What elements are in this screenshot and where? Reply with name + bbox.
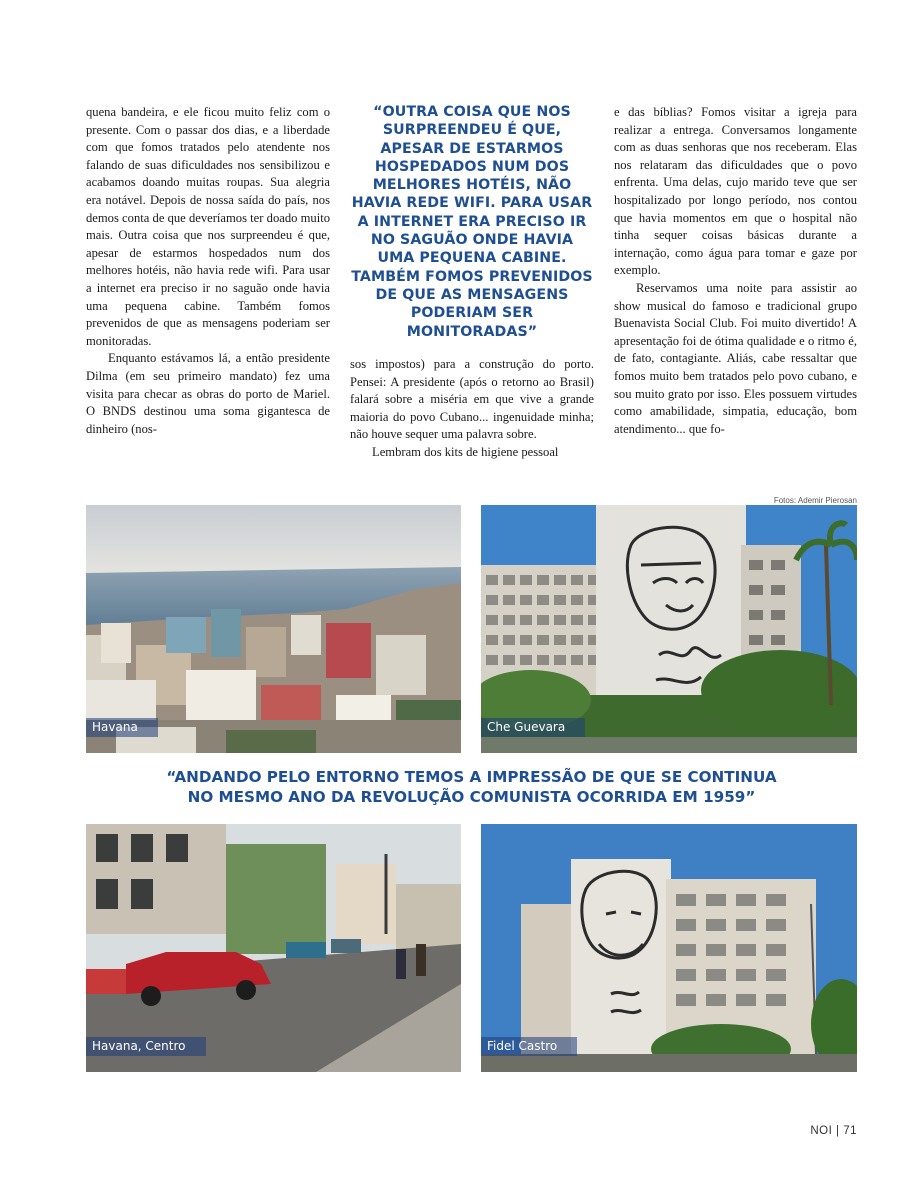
quote-line: NO MESMO ANO DA REVOLUÇÃO COMUNISTA OCORRIDA EM 1959” xyxy=(187,787,756,806)
text-column-2 xyxy=(350,356,594,462)
text-column-1 xyxy=(86,104,330,438)
photo-caption: Fidel Castro xyxy=(481,1037,577,1056)
photo-havana xyxy=(86,505,461,753)
paragraph: Enquanto estávamos lá, a então presidente Dilma (em seu primeiro mandato) fez uma visita para checar as obras do porto de Mariel. O BNDS destinou uma soma gigantesca de dinheiro (nos- xyxy=(86,351,330,436)
fidel-castro-building-image xyxy=(481,824,857,1072)
havana-skyline-image xyxy=(86,505,461,753)
photo-credit: Fotos: Ademir Pierosan xyxy=(773,496,857,505)
pull-quote: “OUTRA COISA QUE NOS SURPREENDEU É QUE, APESAR DE ESTARMOS HOSPEDADOS NUM DOS MELHORES HOTÉIS, NÃO HAVIA REDE WIFI. PARA USAR A INTERNET ERA PRECISO IR NO SAGUÃO ONDE HAVIA UMA PEQUENA CABINE. TAMBÉM FOMOS PREVENIDOS DE QUE AS MENSAGENS PODERIAM SER MONITORADAS” xyxy=(351,104,593,340)
page-number: NOI | 71 xyxy=(810,1125,857,1137)
havana-street-image xyxy=(86,824,461,1072)
photo-fidel-castro xyxy=(481,824,857,1072)
mid-page-quote xyxy=(86,768,857,807)
photo-caption: Havana, Centro xyxy=(86,1037,206,1056)
paragraph: e das bíblias? Fomos visitar a igreja para realizar a entrega. Conversamos longamente com as duas senhoras que nos receberam. Elas nos relataram das dificuldades que o povo enfrenta. Uma delas, cujo marido teve que ser hospitalizado por longo período, nos contou que havia momentos em que o hospital não tinha sequer coisas básicas durante a internação, como água para tomar e gaze por exemplo. xyxy=(614,105,857,278)
photo-che-guevara xyxy=(481,505,857,753)
photo-havana-centro xyxy=(86,824,461,1072)
paragraph: Reservamos uma noite para assistir ao show musical do famoso e tradicional grupo Buenavista Social Club. Foi muito divertido! A apresentação foi de ótima qualidade e o ritmo é, de fato, contagiante. Aliás, cabe ressaltar que fomos muito bem tratados pelo povo cubano, e sou muito grato por isso. Eles possuem virtudes como amabilidade, simpatia, educação, bom atendimento... que fo- xyxy=(614,280,857,436)
text-column-3 xyxy=(614,104,857,438)
photo-caption: Havana xyxy=(86,718,158,737)
che-guevara-building-image xyxy=(481,505,857,753)
photo-caption: Che Guevara xyxy=(481,718,585,737)
paragraph: sos impostos) para a construção do porto. Pensei: A presidente (após o retorno ao Brasil) falará sobre a miséria em que vive a grande maioria do povo Cubano... ingenuidade minha; não houve sequer uma palavra sobre. xyxy=(350,357,594,442)
paragraph: quena bandeira, e ele ficou muito feliz com o presente. Com o passar dos dias, e a liberdade com que fomos tratados pelo atendente nos falando de suas dificuldades nos sensibilizou e acabamos doando muitas roupas. Sua alegria era notável. Depois de nossa saída do país, nos demos conta de que deveríamos ter doado muito mais. Outra coisa que nos surpreendeu é que, apesar de estarmos hospedados num dos melhores hotéis, não havia rede wifi. Para usar a internet era preciso ir no saguão onde havia uma pequena cabine. Também fomos prevenidos de que as mensagens poderiam ser monitoradas. xyxy=(86,105,330,348)
paragraph: Lembram dos kits de higiene pessoal xyxy=(372,444,559,459)
quote-line: “ANDANDO PELO ENTORNO TEMOS A IMPRESSÃO DE QUE SE CONTINUA xyxy=(166,768,777,786)
